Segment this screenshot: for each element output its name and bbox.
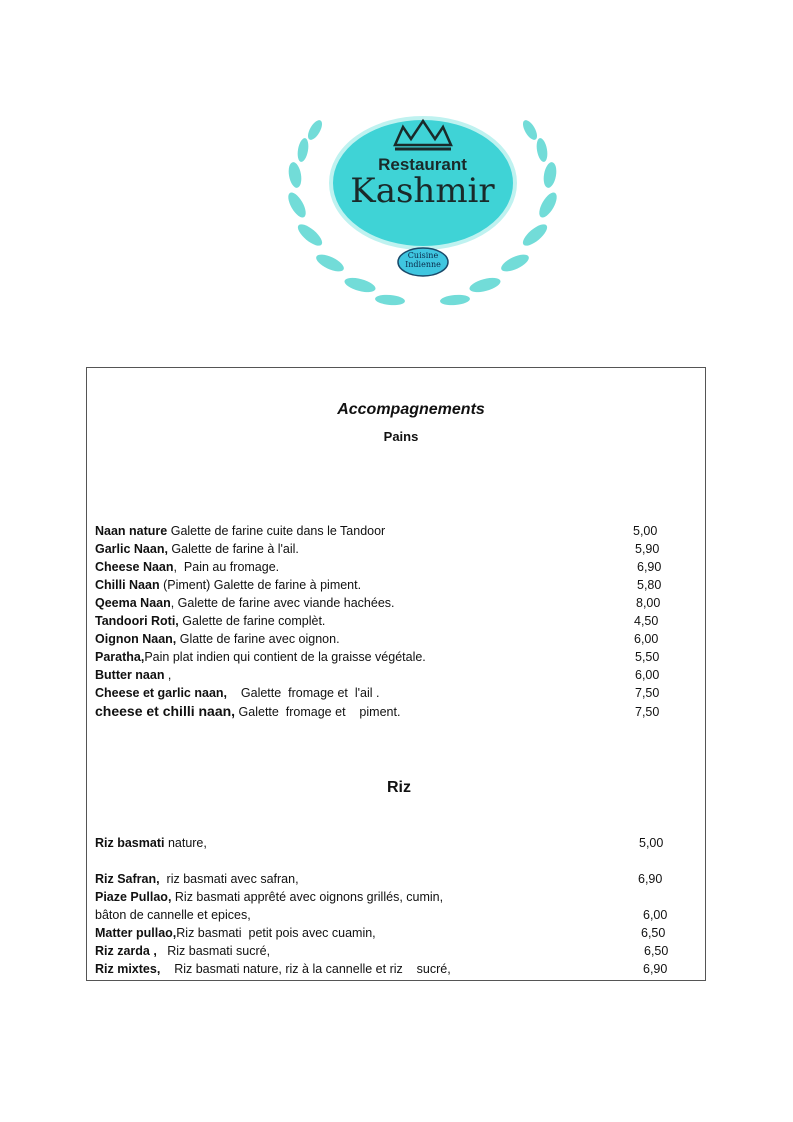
menu-item: Tandoori Roti, Galette de farine complèt. (95, 614, 326, 628)
menu-item: Riz mixtes, Riz basmati nature, riz à la cannelle et riz sucré, (95, 962, 451, 976)
menu-item: Riz Safran, riz basmati avec safran, (95, 872, 299, 886)
item-price: 5,90 (635, 542, 660, 556)
item-price: 6,00 (634, 632, 659, 646)
item-price: 8,00 (636, 596, 661, 610)
restaurant-logo (275, 105, 570, 315)
menu-item: Piaze Pullao, Riz basmati apprêté avec oignons grillés, cumin, (95, 890, 444, 904)
menu-item: cheese et chilli naan, Galette fromage et piment. (95, 703, 401, 719)
item-price: 5,00 (633, 524, 658, 538)
item-price: 5,00 (639, 836, 664, 850)
menu-item: Garlic Naan, Galette de farine à l'ail. (95, 542, 299, 556)
menu-item: Qeema Naan, Galette de farine avec viande hachées. (95, 596, 395, 610)
menu-item: Chilli Naan (Piment) Galette de farine à piment. (95, 578, 362, 592)
logo-line2: Kashmir (350, 171, 495, 211)
menu-item: Riz zarda , Riz basmati sucré, (95, 944, 271, 958)
menu-item: Cheese Naan, Pain au fromage. (95, 560, 280, 574)
item-price: 5,50 (635, 650, 660, 664)
logo-line1: Restaurant (378, 155, 467, 174)
item-price: 6,90 (638, 872, 663, 886)
item-price: 6,50 (641, 926, 666, 940)
menu-frame (86, 367, 706, 981)
badge-line1: Cuisine (407, 251, 439, 260)
item-price: 7,50 (635, 686, 660, 700)
menu-item: Cheese et garlic naan, Galette fromage et l'ail . (95, 686, 380, 700)
menu-item: Oignon Naan, Glatte de farine avec oignon. (95, 632, 340, 646)
menu-item: Matter pullao,Riz basmati petit pois avec cuamin, (95, 926, 376, 940)
item-price: 5,80 (637, 578, 662, 592)
menu-item: Riz basmati nature, (95, 836, 207, 850)
menu-item: Naan nature Galette de farine cuite dans le Tandoor (95, 524, 386, 538)
item-price: 6,90 (637, 560, 662, 574)
badge-line2: Indienne (405, 260, 441, 269)
item-price: 4,50 (634, 614, 659, 628)
section-heading-riz: Riz (387, 779, 411, 796)
item-price: 7,50 (635, 705, 660, 719)
menu-title: Accompagnements (337, 401, 485, 418)
menu-item: Paratha,Pain plat indien qui contient de la graisse végétale. (95, 650, 426, 664)
item-price: 6,00 (643, 908, 668, 922)
menu-item: Butter naan , (95, 668, 172, 682)
logo-badge (393, 251, 453, 269)
item-price: 6,50 (644, 944, 669, 958)
menu-item-continued: bâton de cannelle et epices, (95, 908, 251, 922)
item-price: 6,90 (643, 962, 668, 976)
section-heading-pains: Pains (383, 429, 419, 444)
item-price: 6,00 (635, 668, 660, 682)
